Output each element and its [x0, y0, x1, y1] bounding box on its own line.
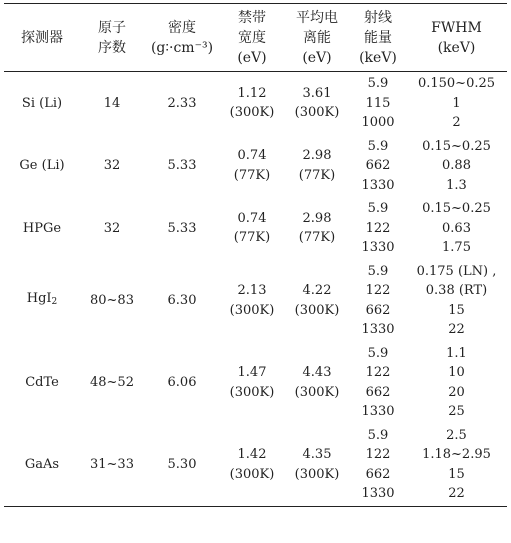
table-row — [4, 260, 507, 342]
detector-subscript: 2 — [51, 296, 58, 307]
col-header-ray-energy: 射线 能量 (keV) — [359, 10, 397, 66]
cell-ray-energy: 5.9 115 1000 — [361, 76, 395, 130]
table-row — [4, 197, 507, 260]
table-row — [4, 72, 507, 135]
cell-mean-ionization-energy: 4.35 (300K) — [294, 447, 340, 482]
cell-density: 5.33 — [167, 220, 197, 236]
cell-ray-energy: 5.9 122 1330 — [361, 201, 395, 255]
cell-ray-energy: 5.9 122 662 1330 — [361, 263, 395, 337]
cell-band-gap: 0.74 (77K) — [233, 210, 271, 246]
cell-mean-ionization-energy: 3.61 (300K) — [294, 85, 340, 121]
col-header-band-gap: 禁带 宽度 (eV) — [237, 10, 267, 66]
table-header-row — [4, 4, 507, 72]
cell-fwhm: 0.150~0.25 1 2 — [417, 76, 496, 130]
cell-band-gap: 1.42 (300K) — [229, 447, 275, 482]
cell-atomic-number: 48~52 — [90, 374, 134, 390]
table-row — [4, 135, 507, 198]
cell-band-gap: 0.74 (77K) — [233, 148, 271, 183]
cell-atomic-number: 14 — [103, 95, 121, 111]
cell-density: 6.06 — [167, 374, 197, 390]
cell-mean-ionization-energy: 4.22 (300K) — [294, 283, 340, 318]
cell-fwhm: 0.15~0.25 0.88 1.3 — [422, 138, 491, 193]
cell-band-gap: 1.47 (300K) — [229, 365, 275, 400]
cell-atomic-number: 32 — [103, 220, 121, 236]
cell-ray-energy: 5.9 122 662 1330 — [361, 427, 395, 501]
col-header-atomic-number: 原子 序数 — [98, 20, 126, 56]
cell-density: 5.33 — [167, 158, 197, 173]
cell-mean-ionization-energy: 2.98 (77K) — [298, 210, 336, 246]
cell-detector: GaAs — [24, 456, 60, 472]
cell-detector: HPGe — [22, 220, 62, 236]
cell-atomic-number: 80~83 — [90, 292, 134, 308]
cell-density: 6.30 — [167, 292, 197, 308]
cell-density: 2.33 — [167, 95, 197, 111]
col-header-fwhm: FWHM (keV) — [431, 20, 482, 56]
cell-band-gap: 1.12 (300K) — [229, 85, 275, 121]
cell-ray-energy: 5.9 662 1330 — [361, 138, 395, 193]
cell-fwhm: 0.15~0.25 0.63 1.75 — [422, 201, 491, 255]
cell-mean-ionization-energy: 4.43 (300K) — [294, 365, 340, 400]
cell-detector: Si (Li) — [21, 95, 63, 111]
cell-band-gap: 2.13 (300K) — [229, 283, 275, 318]
cell-atomic-number: 32 — [103, 158, 121, 173]
cell-fwhm: 2.5 1.18~2.95 15 22 — [422, 427, 491, 501]
cell-fwhm: 1.1 10 20 25 — [446, 345, 467, 419]
col-header-detector: 探测器 — [21, 30, 63, 46]
cell-detector: HgI$_2$ — [26, 290, 58, 307]
cell-atomic-number: 31~33 — [90, 456, 134, 472]
cell-ray-energy: 5.9 122 662 1330 — [361, 345, 395, 419]
cell-detector: Ge (Li) — [19, 158, 65, 173]
table-row — [4, 424, 507, 507]
cell-detector: CdTe — [25, 374, 59, 390]
cell-mean-ionization-energy: 2.98 (77K) — [298, 148, 336, 183]
cell-density: 5.30 — [167, 456, 197, 472]
table-row — [4, 342, 507, 424]
col-header-density: 密度 (g∶·cm⁻³) — [150, 20, 214, 56]
col-header-mean-ionization-energy: 平均电 离能 (eV) — [296, 10, 338, 66]
detector-properties-table — [4, 3, 507, 507]
cell-fwhm: 0.175 (LN) , 0.38 (RT) 15 22 — [416, 263, 497, 337]
